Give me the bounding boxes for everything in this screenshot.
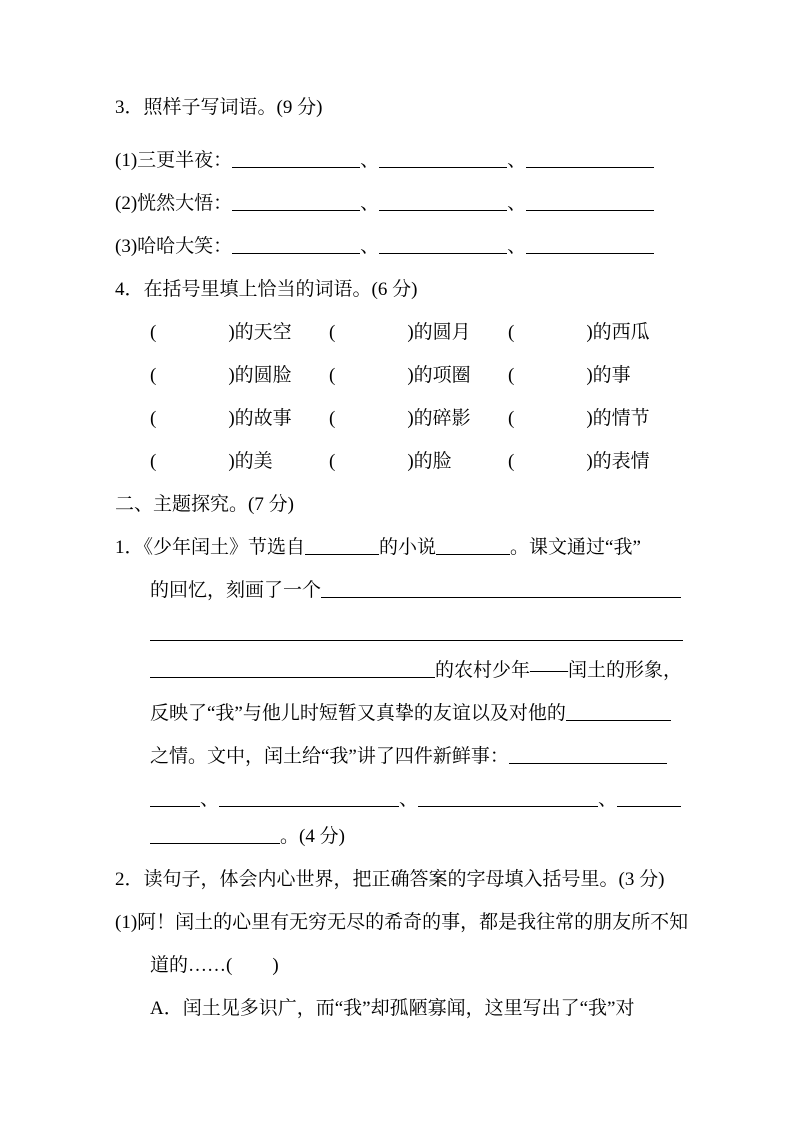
answer-blank <box>566 716 671 721</box>
q4-row-4 <box>115 440 683 483</box>
separator: 、 <box>360 193 380 214</box>
q1-line-1 <box>115 526 683 569</box>
close-paren: ) <box>586 322 593 343</box>
s2-q2-title: 2．读句子，体会内心世界，把正确答案的字母填入括号里。(3 分) <box>115 869 665 890</box>
separator: 、 <box>200 789 220 810</box>
q4-cell-label: 的表情 <box>592 451 650 472</box>
answer-blank <box>379 206 507 211</box>
q4-cell <box>150 311 329 354</box>
q3-item-3-label: (3)哈哈大笑： <box>115 236 233 257</box>
q4-cell-label: 的碎影 <box>413 408 471 429</box>
q4-cell <box>508 311 650 354</box>
answer-blank <box>379 163 507 168</box>
q1-text: 反映了“我”与他儿时短暂又真挚的友谊以及对他的 <box>150 703 566 724</box>
q4-cell <box>150 397 329 440</box>
q4-cell-label: 的天空 <box>234 322 292 343</box>
q1-line-8 <box>115 815 683 858</box>
open-paren: ( <box>329 408 336 429</box>
open-paren: ( <box>508 365 515 386</box>
q4-cell-label: 的故事 <box>234 408 292 429</box>
answer-blank <box>509 759 667 764</box>
answer-blank <box>150 802 200 807</box>
q1-text: 的农村少年——闰土的形象， <box>435 660 683 681</box>
answer-blank <box>617 802 681 807</box>
q4-cell-label: 的圆脸 <box>234 365 292 386</box>
answer-blank <box>436 550 510 555</box>
answer-blank <box>305 550 379 555</box>
q4-cell <box>329 311 508 354</box>
answer-blank <box>232 163 360 168</box>
answer-blank <box>150 636 683 641</box>
q4-cell <box>329 397 508 440</box>
q2-item-1-line-1: (1)阿！闰土的心里有无穷无尽的希奇的事，都是我往常的朋友所不知 <box>115 912 689 933</box>
open-paren: ( <box>508 451 515 472</box>
close-paren: ) <box>407 451 414 472</box>
q4-row-1 <box>115 311 683 354</box>
q4-row-2 <box>115 354 683 397</box>
q1-text: 的回忆，刻画了一个 <box>150 580 322 601</box>
q4-cell <box>508 397 650 440</box>
q4-cell-label: 的项圈 <box>413 365 471 386</box>
q3-item-1-label: (1)三更半夜： <box>115 150 233 171</box>
separator: 、 <box>360 236 380 257</box>
answer-blank <box>526 249 654 254</box>
answer-blank <box>321 593 681 598</box>
close-paren: ) <box>586 408 593 429</box>
answer-blank <box>150 673 435 678</box>
q4-cell-label: 的事 <box>592 365 631 386</box>
q2-item-1-line-2 <box>115 944 683 987</box>
open-paren: ( <box>508 322 515 343</box>
separator: 、 <box>399 789 419 810</box>
open-paren: ( <box>329 322 336 343</box>
q1-text: 。(4 分) <box>280 826 345 847</box>
close-paren: ) <box>407 408 414 429</box>
question-4 <box>115 268 683 483</box>
q4-cell <box>508 354 631 397</box>
answer-blank <box>232 206 360 211</box>
q1-line-6 <box>115 735 683 778</box>
question-3 <box>115 86 683 268</box>
q4-cell-label: 的脸 <box>413 451 452 472</box>
open-paren: ( <box>150 365 157 386</box>
close-paren: ) <box>586 451 593 472</box>
question-3-title: 3．照样子写词语。(9 分) <box>115 97 323 118</box>
q1-line-4 <box>115 649 683 692</box>
q2-item-1-text: 道的…… <box>150 955 227 976</box>
close-paren: ) <box>228 408 235 429</box>
q3-item-3 <box>115 225 683 268</box>
q1-line-5 <box>115 692 683 735</box>
open-paren: ( <box>150 408 157 429</box>
close-paren: ) <box>228 322 235 343</box>
answer-blank <box>232 249 360 254</box>
separator: 、 <box>507 150 527 171</box>
separator: 、 <box>507 236 527 257</box>
open-paren: ( <box>508 408 515 429</box>
open-paren: ( <box>150 451 157 472</box>
q3-item-1 <box>115 139 683 182</box>
q4-cell-label: 的西瓜 <box>592 322 650 343</box>
close-paren: ) <box>228 451 235 472</box>
q1-text: 之情。文中，闰土给“我”讲了四件新鲜事： <box>150 746 509 767</box>
q1-text: 。课文通过“我” <box>510 537 641 558</box>
q4-cell-label: 的美 <box>234 451 273 472</box>
q2-option-a: A．闰土见多识广，而“我”却孤陋寡闻，这里写出了“我”对 <box>150 998 635 1019</box>
q4-cell <box>329 440 508 483</box>
q3-item-2-label: (2)恍然大悟： <box>115 193 233 214</box>
q4-cell <box>150 440 329 483</box>
q4-cell-label: 的圆月 <box>413 322 471 343</box>
open-paren: ( <box>329 365 336 386</box>
answer-blank <box>418 802 598 807</box>
answer-blank <box>219 802 399 807</box>
separator: 、 <box>360 150 380 171</box>
open-paren: ( <box>226 955 233 976</box>
open-paren: ( <box>329 451 336 472</box>
answer-blank <box>526 163 654 168</box>
answer-blank <box>526 206 654 211</box>
open-paren: ( <box>150 322 157 343</box>
q4-row-3 <box>115 397 683 440</box>
q4-cell <box>329 354 508 397</box>
q1-text: 《少年闰土》节选自 <box>143 537 306 558</box>
close-paren: ) <box>407 365 414 386</box>
close-paren: ) <box>407 322 414 343</box>
question-4-title: 4．在括号里填上恰当的词语。(6 分) <box>115 279 418 300</box>
q1-line-2 <box>115 569 683 612</box>
close-paren: ) <box>228 365 235 386</box>
q4-cell-label: 的情节 <box>592 408 650 429</box>
q3-item-2 <box>115 182 683 225</box>
answer-blank <box>150 839 280 844</box>
q4-cell <box>150 354 329 397</box>
q1-number: 1． <box>115 537 144 558</box>
section-2-title: 二、主题探究。(7 分) <box>115 494 294 515</box>
q1-text: 的小说 <box>379 537 437 558</box>
close-paren: ) <box>272 955 279 976</box>
separator: 、 <box>598 789 618 810</box>
section-2 <box>115 483 689 1030</box>
separator: 、 <box>507 193 527 214</box>
q4-cell <box>508 440 650 483</box>
close-paren: ) <box>586 365 593 386</box>
answer-blank <box>379 249 507 254</box>
